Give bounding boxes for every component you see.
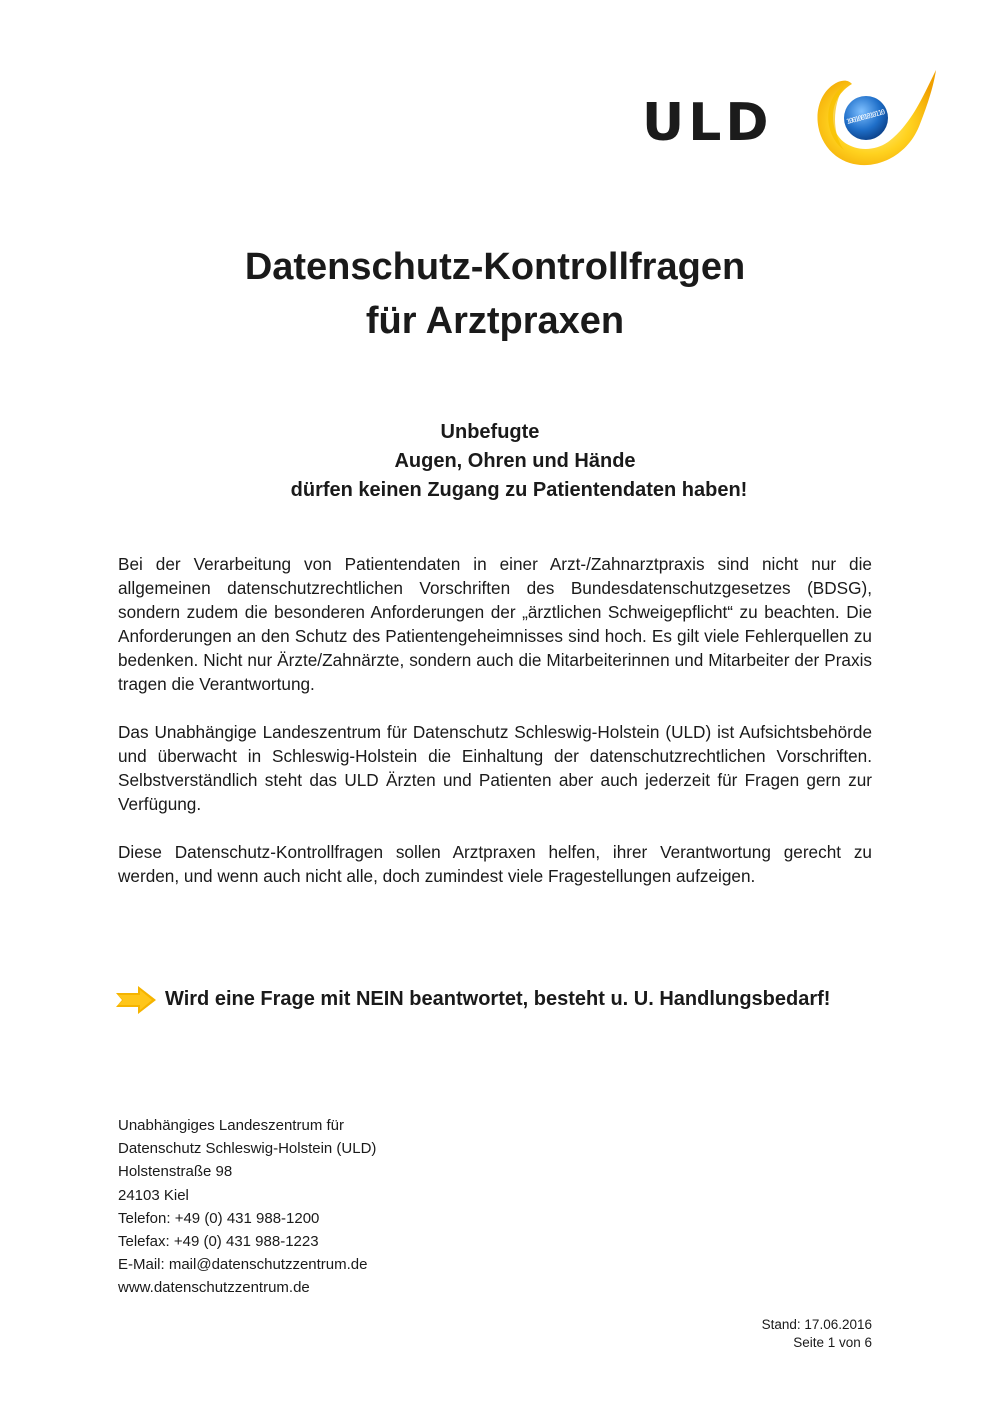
logo-emblem-binary: 1001001010110 (845, 107, 887, 127)
document-date: Stand: 17.06.2016 (761, 1317, 872, 1332)
address-phone: Telefon: +49 (0) 431 988-1200 (118, 1209, 320, 1227)
page-title (0, 240, 990, 348)
address-line-2: Datenschutz Schleswig-Holstein (ULD) (118, 1140, 377, 1158)
authority-paragraph: Das Unabhängige Landeszentrum für Datenschutz Schleswig-Holstein (ULD) ist Aufsichtsbehörde und überwacht in Schleswig-Holstein die Einhaltung der datenschutzrechtlichen Vorschriften. Selbstverständlich steht das ULD Ärzten und Patienten aber auch jederzeit für Fragen gern zur Verfügung. (118, 722, 872, 814)
purpose-paragraph: Diese Datenschutz-Kontrollfragen sollen Arztpraxen helfen, ihrer Verantwortung gerecht zu werden, und wenn auch nicht alle, doch zumindest viele Fragestellungen aufzeigen. (118, 842, 872, 886)
intro-paragraph: Bei der Verarbeitung von Patientendaten in einer Arzt-/Zahnarztpraxis sind nicht nur die allgemeinen datenschutzrechtlichen Vorschriften des Bundesdatenschutzgesetzes (BDSG), sondern zudem die besonderen Anforderungen der „ärztlichen Schweigepflicht“ zu beachten. Die Anforderungen an den Schutz des Patientengeheimnisses sind hoch. Es gilt viele Fehlerquellen zu bedenken. Nicht nur Ärzte/Zahnärzte, sondern auch die Mitarbeiterinnen und Mitarbeiter der Praxis tragen die Verantwortung. (118, 554, 872, 694)
subtitle-line-1: Unbefugte (440, 421, 540, 443)
page-number: Seite 1 von 6 (793, 1335, 872, 1350)
address-website: www.datenschutzzentrum.de (118, 1279, 310, 1297)
logo-wordmark: ULD (642, 93, 773, 153)
address-street: Holstenstraße 98 (118, 1163, 233, 1181)
logo-emblem-icon (808, 64, 938, 174)
contact-address (118, 1114, 376, 1300)
subtitle-line-2: Augen, Ohren und Hände (394, 450, 636, 472)
subtitle (0, 418, 990, 505)
callout-text: Wird eine Frage mit NEIN beantwortet, besteht u. U. Handlungsbedarf! (165, 988, 831, 1010)
callout (116, 984, 906, 1016)
uld-logo (638, 64, 938, 174)
title-line-2: für Arztpraxen (365, 300, 625, 342)
address-email: E-Mail: mail@datenschutzzentrum.de (118, 1256, 368, 1274)
address-city: 24103 Kiel (118, 1186, 189, 1204)
address-fax: Telefax: +49 (0) 431 988-1223 (118, 1233, 319, 1251)
subtitle-line-3: dürfen keinen Zugang zu Patientendaten haben! (290, 479, 748, 501)
address-line-1: Unabhängiges Landeszentrum für (118, 1117, 344, 1134)
arrow-right-icon (116, 986, 156, 1014)
title-line-1: Datenschutz-Kontrollfragen (244, 246, 746, 288)
page-footer (762, 1316, 872, 1352)
